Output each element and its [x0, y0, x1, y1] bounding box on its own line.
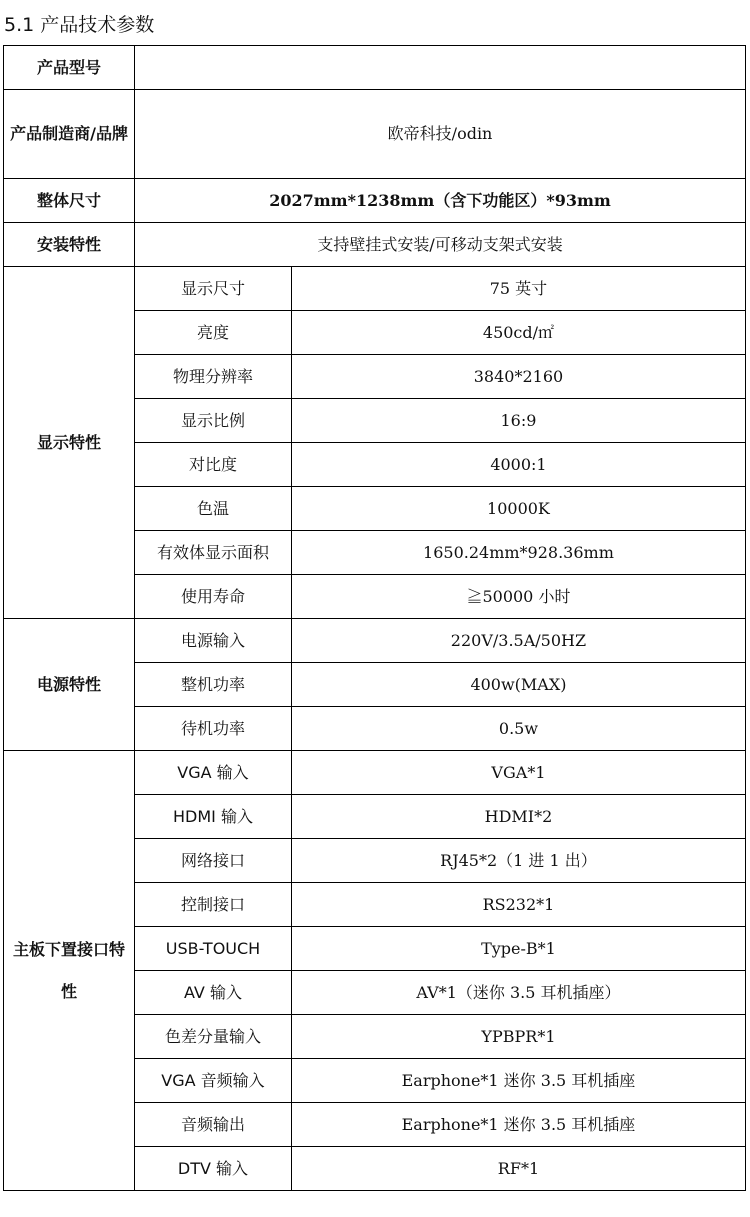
row-label: 整体尺寸	[4, 179, 135, 223]
param-name: AV 输入	[135, 971, 292, 1015]
group-label: 主板下置接口特性	[4, 751, 135, 1191]
param-name: 对比度	[135, 443, 292, 487]
param-value: Earphone*1 迷你 3.5 耳机插座	[291, 1059, 745, 1103]
row-value: 欧帝科技/odin	[135, 90, 746, 179]
param-name: 显示比例	[135, 399, 292, 443]
param-name: 显示尺寸	[135, 267, 292, 311]
table-row	[4, 179, 746, 223]
param-name: 待机功率	[135, 707, 292, 751]
param-value: 450cd/㎡	[291, 311, 745, 355]
param-value: RF*1	[291, 1147, 745, 1191]
param-value: 10000K	[291, 487, 745, 531]
table-row	[4, 46, 746, 90]
table-row	[4, 223, 746, 267]
param-value: YPBPR*1	[291, 1015, 745, 1059]
param-value: RJ45*2（1 进 1 出）	[291, 839, 745, 883]
row-label: 安装特性	[4, 223, 135, 267]
param-value: 400w(MAX)	[291, 663, 745, 707]
param-value: ≧50000 小时	[291, 575, 745, 619]
param-value: VGA*1	[291, 751, 745, 795]
section-heading: 5.1 产品技术参数	[4, 14, 155, 36]
row-label: 产品制造商/品牌	[4, 90, 135, 179]
param-name: 色温	[135, 487, 292, 531]
row-label: 产品型号	[4, 46, 135, 90]
param-name: 色差分量输入	[135, 1015, 292, 1059]
param-value: 220V/3.5A/50HZ	[291, 619, 745, 663]
param-name: 电源输入	[135, 619, 292, 663]
param-name: HDMI 输入	[135, 795, 292, 839]
param-value: HDMI*2	[291, 795, 745, 839]
group-label: 显示特性	[4, 267, 135, 619]
param-name: 音频输出	[135, 1103, 292, 1147]
row-value: 支持壁挂式安装/可移动支架式安装	[135, 223, 746, 267]
table-row	[4, 619, 746, 663]
param-value: AV*1（迷你 3.5 耳机插座）	[291, 971, 745, 1015]
row-value: 2027mm*1238mm（含下功能区）*93mm	[135, 179, 746, 223]
param-name: 有效体显示面积	[135, 531, 292, 575]
param-name: 整机功率	[135, 663, 292, 707]
table-row	[4, 90, 746, 179]
spec-table	[3, 45, 746, 1191]
param-value: 0.5w	[291, 707, 745, 751]
param-value: 3840*2160	[291, 355, 745, 399]
param-value: 75 英寸	[291, 267, 745, 311]
param-name: VGA 输入	[135, 751, 292, 795]
param-name: VGA 音频输入	[135, 1059, 292, 1103]
param-name: 物理分辨率	[135, 355, 292, 399]
table-row	[4, 751, 746, 795]
param-name: DTV 输入	[135, 1147, 292, 1191]
param-value: 4000:1	[291, 443, 745, 487]
param-value: Earphone*1 迷你 3.5 耳机插座	[291, 1103, 745, 1147]
param-value: RS232*1	[291, 883, 745, 927]
row-value	[135, 46, 746, 90]
param-value: 16:9	[291, 399, 745, 443]
param-value: 1650.24mm*928.36mm	[291, 531, 745, 575]
param-name: USB-TOUCH	[135, 927, 292, 971]
param-name: 亮度	[135, 311, 292, 355]
param-value: Type-B*1	[291, 927, 745, 971]
param-name: 网络接口	[135, 839, 292, 883]
table-row	[4, 267, 746, 311]
group-label: 电源特性	[4, 619, 135, 751]
param-name: 控制接口	[135, 883, 292, 927]
param-name: 使用寿命	[135, 575, 292, 619]
